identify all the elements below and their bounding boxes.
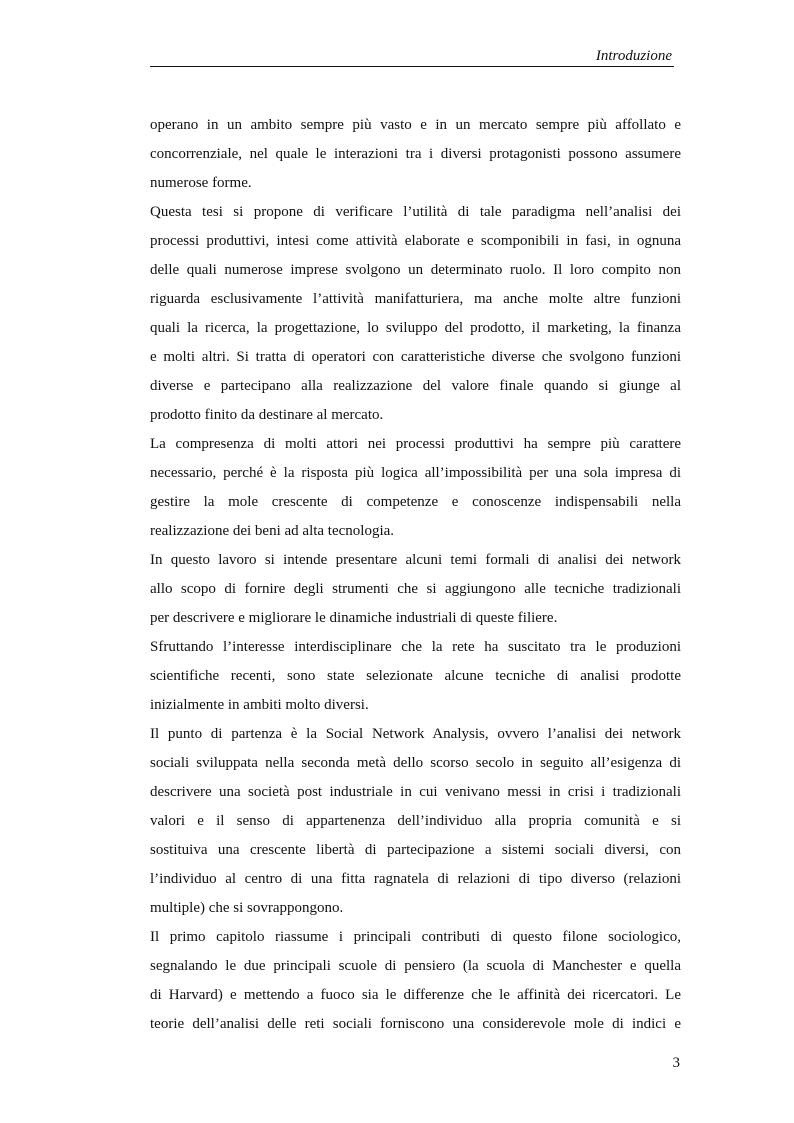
text-line: Il punto di partenza è la Social Network Analysis, ovvero l’analisi dei network <box>150 726 681 742</box>
text-line: diverse e partecipano alla realizzazione del valore finale quando si giunge al <box>150 378 681 394</box>
text-line: realizzazione dei beni ad alta tecnologia. <box>150 523 395 539</box>
text-line: operano in un ambito sempre più vasto e in un mercato sempre più affollato e <box>150 117 681 133</box>
running-header <box>150 44 674 67</box>
text-line: e molti altri. Si tratta di operatori con caratteristiche diverse che svolgono funzioni <box>150 349 681 365</box>
text-line: processi produttivi, intesi come attività elaborate e scomponibili in fasi, in ognuna <box>150 233 681 249</box>
text-line: Sfruttando l’interesse interdisciplinare che la rete ha suscitato tra le produzioni <box>150 639 681 655</box>
text-line: per descrivere e migliorare le dinamiche industriali di queste filiere. <box>150 610 558 626</box>
text-line: La compresenza di molti attori nei processi produttivi ha sempre più carattere <box>150 436 681 452</box>
text-line: quali la ricerca, la progettazione, lo sviluppo del prodotto, il marketing, la finanza <box>150 320 681 336</box>
text-line: concorrenziale, nel quale le interazioni tra i diversi protagonisti possono assumere <box>150 146 681 162</box>
text-line: allo scopo di fornire degli strumenti che si aggiungono alle tecniche tradizionali <box>150 581 681 597</box>
text-line: delle quali numerose imprese svolgono un determinato ruolo. Il loro compito non <box>150 262 681 278</box>
text-line: Il primo capitolo riassume i principali contributi di questo filone sociologico, <box>150 929 681 945</box>
text-line: riguarda esclusivamente l’attività manifatturiera, ma anche molte altre funzioni <box>150 291 681 307</box>
text-line: necessario, perché è la risposta più logica all’impossibilità per una sola impresa di <box>150 465 681 481</box>
text-line: Questa tesi si propone di verificare l’utilità di tale paradigma nell’analisi dei <box>150 204 681 220</box>
text-line: prodotto finito da destinare al mercato. <box>150 407 384 423</box>
text-line: descrivere una società post industriale in cui venivano messi in crisi i tradizionali <box>150 784 681 800</box>
text-line: teorie dell’analisi delle reti sociali forniscono una considerevole mole di indici e <box>150 1016 681 1032</box>
body-text <box>150 111 681 1039</box>
text-line: multiple) che si sovrappongono. <box>150 900 344 916</box>
text-line: sociali sviluppata nella seconda metà dello scorso secolo in seguito all’esigenza di <box>150 755 681 771</box>
text-line: valori e il senso di appartenenza dell’individuo alla propria comunità e si <box>150 813 681 829</box>
header-title: Introduzione <box>595 48 672 64</box>
page-number: 3 <box>672 1055 680 1071</box>
text-line: scientifiche recenti, sono state selezionate alcune tecniche di analisi prodotte <box>150 668 681 684</box>
text-line: l’individuo al centro di una fitta ragnatela di relazioni di tipo diverso (relazioni <box>150 871 681 887</box>
text-line: In questo lavoro si intende presentare alcuni temi formali di analisi dei network <box>150 552 681 568</box>
text-line: inizialmente in ambiti molto diversi. <box>150 697 369 713</box>
text-line: numerose forme. <box>150 175 252 191</box>
text-line: sostituiva una crescente libertà di partecipazione a sistemi sociali diversi, con <box>150 842 681 858</box>
text-line: gestire la mole crescente di competenze e conoscenze indispensabili nella <box>150 494 681 510</box>
text-line: di Harvard) e mettendo a fuoco sia le differenze che le affinità dei ricercatori. Le <box>150 987 681 1003</box>
text-line: segnalando le due principali scuole di pensiero (la scuola di Manchester e quella <box>150 958 681 974</box>
